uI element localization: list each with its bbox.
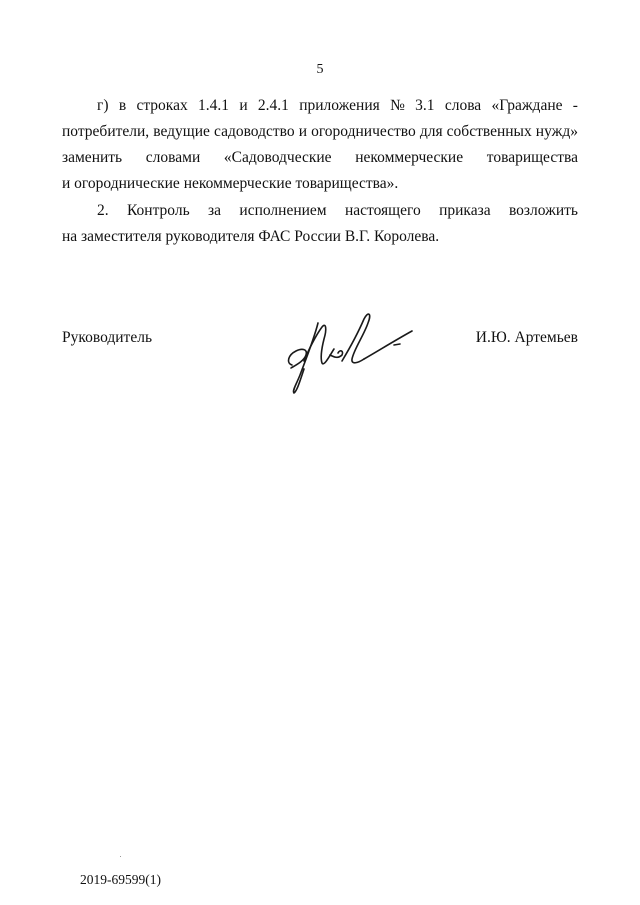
word: в: [118, 97, 127, 114]
word: садоводство: [214, 123, 295, 140]
paragraph-g-line-3: [62, 148, 578, 168]
scan-speck: [120, 856, 121, 857]
word: Контроль: [126, 202, 190, 219]
word: -: [572, 97, 578, 114]
word: 3.1: [415, 97, 435, 114]
word: приложения: [299, 97, 380, 114]
word: огородничество: [311, 123, 416, 140]
word: приказа: [439, 202, 491, 219]
word: ведущие: [153, 123, 210, 140]
word: и: [239, 97, 248, 114]
word: №: [390, 97, 405, 114]
word: слова: [444, 97, 482, 114]
word: строках: [136, 97, 188, 114]
paragraph-g-line-2: [62, 122, 578, 142]
word: и: [298, 123, 307, 140]
word: 2.4.1: [257, 97, 289, 114]
paragraph-2-line-2: на заместителя руководителя ФАС России В.Г. Королева.: [62, 228, 440, 245]
word: 1.4.1: [198, 97, 230, 114]
word: словами: [145, 149, 201, 166]
page-number: 5: [316, 62, 324, 77]
word: потребители,: [62, 123, 150, 140]
word: нужд»: [535, 123, 578, 140]
word: заменить: [62, 149, 123, 166]
word: 2.: [97, 202, 109, 219]
word: за: [208, 202, 222, 219]
word: «Граждане: [491, 97, 563, 114]
paragraph-g-line-4: и огороднические некоммерческие товарищества».: [62, 175, 399, 192]
word: некоммерческие: [355, 149, 464, 166]
word: товарищества: [486, 149, 578, 166]
word: исполнением: [239, 202, 327, 219]
word: г): [97, 97, 109, 114]
signatory-name: И.Ю. Артемьев: [475, 329, 578, 346]
word: для: [419, 123, 443, 140]
handwritten-signature-icon: [282, 305, 417, 400]
document-reference: 2019-69599(1): [80, 872, 161, 887]
word: возложить: [508, 202, 578, 219]
word: собственных: [446, 123, 532, 140]
word: «Садоводческие: [223, 149, 332, 166]
paragraph-g-line-1: [97, 96, 578, 116]
paragraph-2-line-1: [97, 201, 578, 221]
word: настоящего: [344, 202, 421, 219]
position-title: Руководитель: [62, 329, 153, 346]
